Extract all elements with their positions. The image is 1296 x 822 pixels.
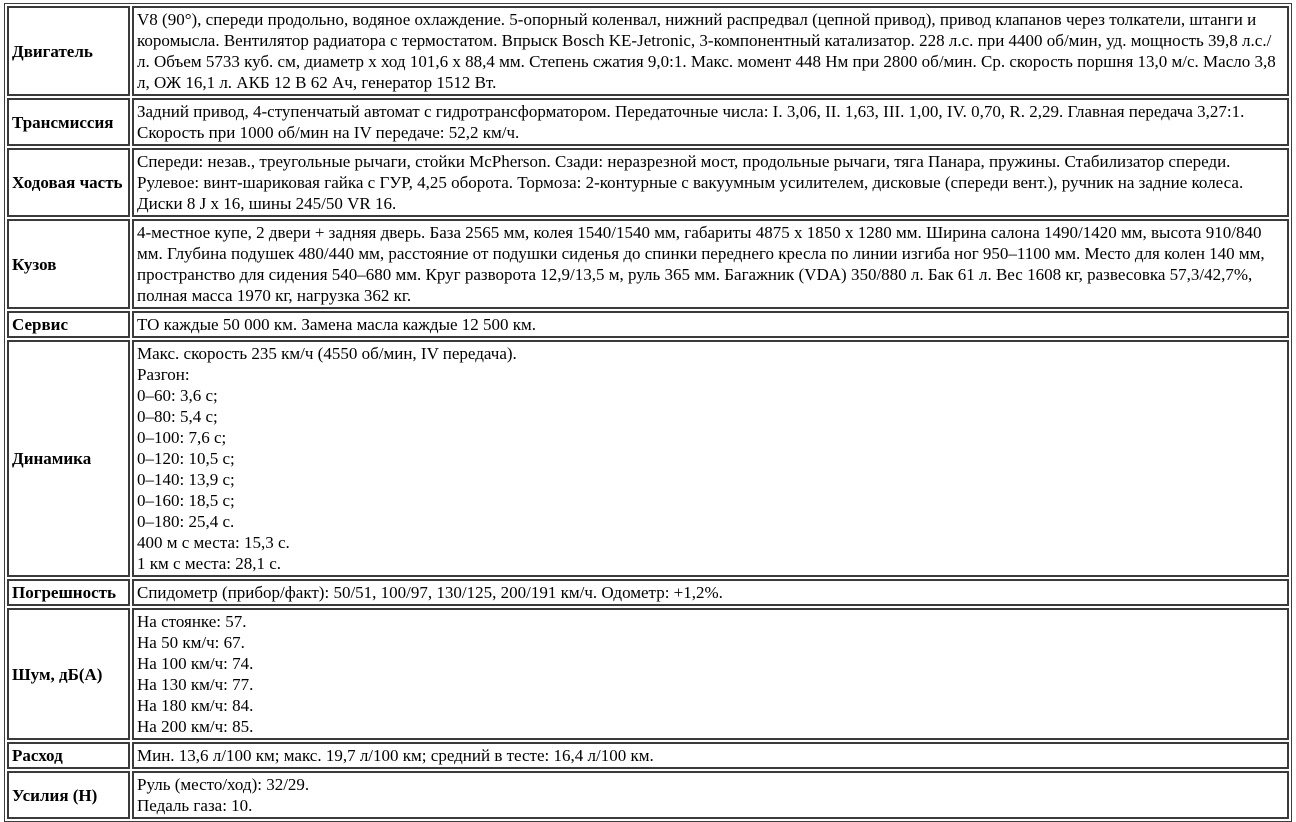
spec-row xyxy=(7,608,1289,740)
spec-row xyxy=(7,148,1289,217)
spec-line: ТО каждые 50 000 км. Замена масла каждые 12 500 км. xyxy=(137,315,537,334)
spec-label: Ходовая часть xyxy=(7,148,130,217)
spec-line: 0–80: 5,4 с; xyxy=(137,407,218,426)
spec-line: Макс. скорость 235 км/ч (4550 об/мин, IV передача). xyxy=(137,344,517,363)
spec-row xyxy=(7,742,1289,769)
spec-label: Расход xyxy=(7,742,130,769)
spec-line: 0–60: 3,6 с; xyxy=(137,386,218,405)
spec-line: Разгон: xyxy=(137,365,190,384)
spec-label: Усилия (Н) xyxy=(7,771,130,819)
spec-row xyxy=(7,6,1289,96)
specs-table-body xyxy=(7,6,1289,819)
spec-line: 0–180: 25,4 с. xyxy=(137,512,235,531)
spec-line: Спидометр (прибор/факт): 50/51, 100/97, 130/125, 200/191 км/ч. Одометр: +1,2%. xyxy=(137,583,723,602)
spec-line: 1 км с места: 28,1 с. xyxy=(137,554,282,573)
spec-line: V8 (90°), спереди продольно, водяное охлаждение. 5-опорный коленвал, нижний распредвал (цепной привод), привод клапанов через толкатели, штанги и коромысла. Вентилятор радиатора с термостатом. Впрыск Bosch KE-Jetronic, 3-компонентный катализатор. 228 л.с. при 4400 об/мин, уд. мощность 39,8 л.с./л. Объем 5733 куб. см, диаметр x ход 101,6 x 88,4 мм. Степень сжатия 9,0:1. Макс. момент 448 Нм при 2800 об/мин. Ср. скорость поршня 13,0 м/с. Масло 3,8 л, ОЖ 16,1 л. АКБ 12 В 62 Ач, генератор 1512 Вт. xyxy=(137,10,1276,92)
spec-line: На 50 км/ч: 67. xyxy=(137,633,245,652)
spec-value xyxy=(132,148,1289,217)
spec-line: 0–100: 7,6 с; xyxy=(137,428,227,447)
spec-row xyxy=(7,771,1289,819)
spec-label: Сервис xyxy=(7,311,130,338)
spec-line: На 100 км/ч: 74. xyxy=(137,654,254,673)
spec-label: Погрешность xyxy=(7,579,130,606)
spec-line: На 200 км/ч: 85. xyxy=(137,717,254,736)
spec-value xyxy=(132,219,1289,309)
spec-value xyxy=(132,579,1289,606)
spec-line: Педаль газа: 10. xyxy=(137,796,253,815)
spec-label: Динамика xyxy=(7,340,130,577)
spec-line: 0–120: 10,5 с; xyxy=(137,449,235,468)
spec-line: 400 м с места: 15,3 с. xyxy=(137,533,290,552)
spec-value xyxy=(132,311,1289,338)
spec-line: 4-местное купе, 2 двери + задняя дверь. База 2565 мм, колея 1540/1540 мм, габариты 4875 x 1850 x 1280 мм. Ширина салона 1490/1420 мм, высота 910/840 мм. Глубина подушек 480/440 мм, расстояние от подушки сиденья до спинки переднего кресла по линии изгиба ног 950–1100 мм. Место для колен 140 мм, пространство для сидения 540–680 мм. Круг разворота 12,9/13,5 м, руль 365 мм. Багажник (VDA) 350/880 л. Бак 61 л. Вес 1608 кг, развесовка 57,3/42,7%, полная масса 1970 кг, нагрузка 362 кг. xyxy=(137,223,1265,305)
spec-value xyxy=(132,608,1289,740)
spec-line: На стоянке: 57. xyxy=(137,612,247,631)
spec-value xyxy=(132,6,1289,96)
spec-label: Двигатель xyxy=(7,6,130,96)
spec-line: На 130 км/ч: 77. xyxy=(137,675,254,694)
spec-line: Мин. 13,6 л/100 км; макс. 19,7 л/100 км; средний в тесте: 16,4 л/100 км. xyxy=(137,746,654,765)
spec-value xyxy=(132,98,1289,146)
spec-value xyxy=(132,340,1289,577)
spec-line: На 180 км/ч: 84. xyxy=(137,696,254,715)
spec-row xyxy=(7,579,1289,606)
spec-value xyxy=(132,771,1289,819)
spec-line: Руль (место/ход): 32/29. xyxy=(137,775,310,794)
car-specs-table xyxy=(4,3,1292,822)
spec-row xyxy=(7,340,1289,577)
spec-row xyxy=(7,219,1289,309)
spec-line: 0–140: 13,9 с; xyxy=(137,470,235,489)
spec-line: Задний привод, 4-ступенчатый автомат с гидротрансформатором. Передаточные числа: I. 3,06, II. 1,63, III. 1,00, IV. 0,70, R. 2,29. Главная передача 3,27:1. Скорость при 1000 об/мин на IV передаче: 52,2 км/ч. xyxy=(137,102,1245,142)
spec-row xyxy=(7,98,1289,146)
spec-label: Трансмиссия xyxy=(7,98,130,146)
spec-value xyxy=(132,742,1289,769)
spec-line: Спереди: незав., треугольные рычаги, стойки McPherson. Сзади: неразрезной мост, продольные рычаги, тяга Панара, пружины. Стабилизатор спереди. Рулевое: винт-шариковая гайка с ГУР, 4,25 оборота. Тормоза: 2-контурные с вакуумным усилителем, дисковые (спереди вент.), ручник на задние колеса. Диски 8 J x 16, шины 245/50 VR 16. xyxy=(137,152,1244,213)
spec-line: 0–160: 18,5 с; xyxy=(137,491,235,510)
spec-label: Шум, дБ(А) xyxy=(7,608,130,740)
spec-label: Кузов xyxy=(7,219,130,309)
spec-row xyxy=(7,311,1289,338)
